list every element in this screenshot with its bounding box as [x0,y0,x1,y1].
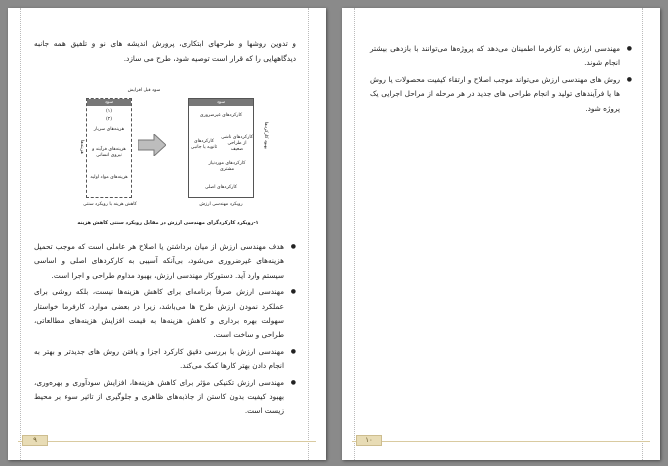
figure-top-label: سود قبل افزایش [127,88,161,93]
margin-guide-left [20,8,21,460]
margin-guide-right [642,8,643,460]
after-label-3: کارکردهای ناشی از طراحی ضعیف [221,135,253,152]
intro-paragraph: و تدوین روشها و طرحهای ابتکاری، پرورش اندیشه های نو و تلفیق همه جانبه دیدگاههایی را که قرار است توصیه شود، طرح می سازد. [34,39,296,63]
list-item: ● هدف مهندسی ارزش از میان برداشتن یا اصلاح هر عاملی است که موجب تحمیل هزینه‌های غیرضروری می‌شود، بی‌آنکه آسیبی به کارکردهای اصلی و اساسی سیستم وارد آید. دستورکار مهندسی ارزش، بهبود مداوم طراحی و اجرا است. [34,240,296,283]
before-profit: سود [87,99,131,106]
after-bottom-label: رویکرد مهندسی ارزش [199,202,243,207]
before-label-4: هزینه‌های فرآیند و نیروی انسانی [92,147,126,158]
transform-arrow-icon [138,134,166,156]
list-item: ● مهندسی ارزش با بررسی دقیق کارکرد اجزا و یافتن روش های جدیدتر و بهتر به انجام دادن بهتر کارها کمک می‌کند. [34,345,296,374]
document-page-9 [8,8,326,460]
after-label-2: کارکردهای ثانویه یا جانبی [190,139,218,150]
before-label-5: هزینه‌های مواد اولیه [90,175,128,180]
before-side-label: هزینه‌ها [79,140,84,154]
margin-guide-left [354,8,355,460]
margin-guide-right [308,8,309,460]
figure-caption: ۱-رویکرد کارکردگرای مهندسی ارزش در مقابل رویکرد سنتی کاهش هزینه [77,220,259,226]
after-profit: سود [189,99,253,106]
list-item: ● روش های مهندسی ارزش می‌تواند موجب اصلاح و ارتقاء کیفیت محصولات یا روش ها یا فرآیندهای تولید و انجام طراحی های جدید در هر مرحله از مراحل اجرایی یک پروژه شود. [370,73,632,116]
cost-reduction-figure [72,88,268,216]
after-label-1: کارکردهای غیرضروری [199,113,243,118]
before-stack [86,98,132,198]
list-item: ● مهندسی ارزش صرفاً برنامه‌ای برای کاهش هزینه‌ها نیست، بلکه روشی برای عملکرد نمودن ارزش طرح ها می‌باشد، زیرا در بعضی موارد، کارفرما خواستار سهولت بهره برداری و کاهش هزینه‌ها به قیمت افزایش هزینه‌های مطالعاتی، طراحی و ساخت است. [34,285,296,343]
right-bullet-list [370,42,632,118]
footer-rule [352,441,650,442]
before-label-2: (۲) [105,117,113,122]
before-bottom-label: کاهش هزینه با رویکرد سنتی [83,202,137,207]
before-label-1: (۱) [105,109,113,114]
after-label-5: کارکردهای اصلی [205,185,237,190]
after-label-4: کارکردهای موردنیاز مشتری [208,161,246,172]
document-page-10 [342,8,660,460]
left-bullet-list [34,240,296,421]
before-label-3: هزینه‌های سربار [93,127,125,132]
list-item: ● مهندسی ارزش تکنیکی مؤثر برای کاهش هزینه‌ها، افزایش سودآوری و بهره‌وری، بهبود کیفیت بدون کاستن از جاذبه‌های ظاهری و جلوگیری از تاثیر سوء بر محیط زیست است. [34,376,296,419]
page-number: ۱۰ [356,435,382,446]
footer-rule [18,441,316,442]
list-item: ● مهندسی ارزش به کارفرما اطمینان می‌دهد که پروژه‌ها می‌توانند با بازدهی بیشتر انجام شوند. [370,42,632,71]
page-number: ۹ [22,435,48,446]
after-side-label: بهبود کارکردها [263,122,268,150]
after-stack [188,98,254,198]
